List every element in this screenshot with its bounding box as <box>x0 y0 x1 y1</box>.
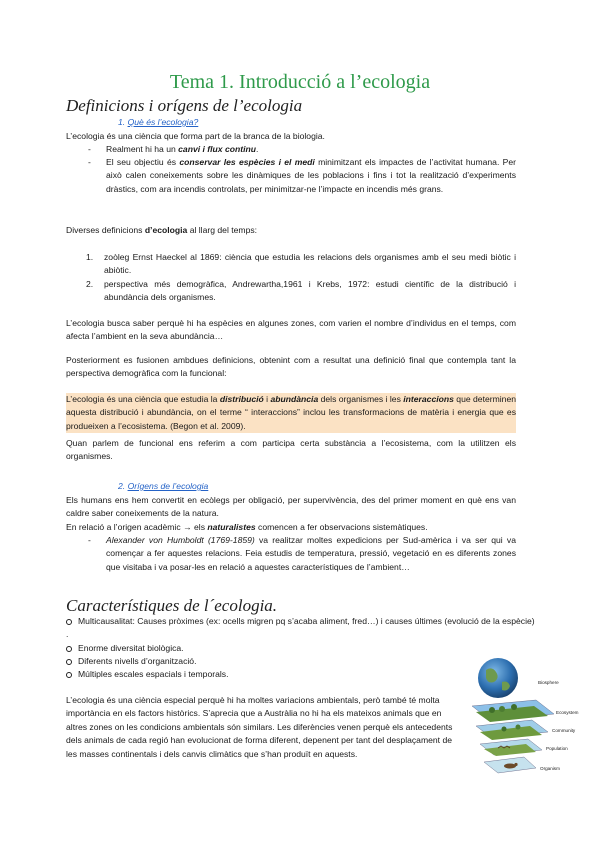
bullet-icon <box>66 672 72 678</box>
bullet-item <box>66 642 536 655</box>
dash-marker: - <box>88 144 91 154</box>
paragraph-definicions-intro: Diverses definicions d’ecologia al llarg del temps: <box>66 225 258 235</box>
list-number: 1. <box>86 252 94 262</box>
globe-icon <box>478 658 518 698</box>
paragraph-intro: L’ecologia és una ciència que forma part de la branca de la biologia. <box>66 131 325 141</box>
community-panel-icon <box>476 720 548 740</box>
subheading-link[interactable]: Orígens de l’ecologia <box>127 481 209 491</box>
paragraph-special: L’ecologia és una ciència especial perquè hi ha moltes variacions ambientals, però també té molta importància en els factors històrics. S’aprecia que a Austràlia no hi ha els mateixos animals que en altres zones on les condicions ambientals són similars. Les diferències venen perquè els antecedents dels animals de cada regió han evolucionat de forma diferent, depenent per tant del desplaçament de les masses continentals i dels canvis climàtics que s’han produït en aquests. <box>66 695 453 759</box>
figure-label: Community <box>552 728 576 733</box>
paragraph-humans: Els humans ens hem convertit en ecòlegs per obligació, per supervivència, des del primer moment en què ens van caldre saber coneixements de la natura. <box>66 495 516 519</box>
list-item <box>86 278 516 305</box>
bullet-icon <box>66 646 72 652</box>
list-item-text: El seu objectiu és conservar les espècies i el medi minimitzant els impactes de l’activitat humana. Per això calen coneixements sobre les dinàmiques de les poblacions i fins i tot la realització d’experiments dràstics, com ara incendis controlats, per minimitzar-ne l’impacte en incendis més grans. <box>106 157 516 194</box>
organism-panel-icon <box>484 757 536 773</box>
subheading-link[interactable]: Què és l’ecologia? <box>127 117 199 127</box>
subheading-que-es[interactable] <box>118 117 198 127</box>
population-panel-icon <box>480 739 542 756</box>
paragraph-busca: L’ecologia busca saber perquè hi ha espècies en algunes zones, com varien el nombre d’individus en el temps, com afecta l’ambient en la seva abundància… <box>66 318 516 342</box>
paragraph-fusionen: Posteriorment es fusionen ambdues definicions, obtenint com a resultat una definició final que contempla tant la perspectiva demogràfica com la funcional: <box>66 355 516 379</box>
page-title: Tema 1. Introducció a l’ecologia <box>169 71 431 93</box>
list-item <box>88 534 516 574</box>
figure-label: Biosphere <box>538 680 559 685</box>
bullet-text: Múltiples escales espacials i temporals. <box>78 669 229 679</box>
bullet-text: Multicausalitat: Causes pròximes (ex: ocells migren pq s’acaba aliment, fred…) i causes últimes (evolució de la espècie) . <box>66 616 535 640</box>
bullet-text: Enorme diversitat biològica. <box>78 643 184 653</box>
bullet-icon <box>66 619 72 625</box>
list-item-text: Realment hi ha un canvi i flux continu. <box>106 144 259 154</box>
paragraph-funcional: Quan parlem de funcional ens referim a com participa certa substància a l’ecosistema, com la utilitzen els organismes. <box>66 438 516 462</box>
list-item <box>88 143 516 156</box>
figure-label: Organism <box>540 766 560 771</box>
section-heading-caracteristiques: Característiques de l´ecologia. <box>66 596 278 615</box>
list-item-text: Alexander von Humboldt (1769-1859) va realitzar moltes expedicions per Sud-amèrica i va ser qui va començar a fer aquestes relacions. Feia estudis de temperatura, pressió, vegetació en es diferents zones que visitaba i va posar-les en relació a aquestes característiques de l’ambient… <box>106 535 516 572</box>
dash-marker: - <box>88 157 91 167</box>
dash-marker: - <box>88 535 91 545</box>
list-number: 2. <box>86 279 94 289</box>
paragraph-origen: En relació a l’origen acadèmic → els naturalistes comencen a fer observacions sistemàtiques. <box>66 522 428 532</box>
bullet-icon <box>66 659 72 665</box>
highlighted-definition: L’ecologia és una ciència que estudia la distribució i abundància dels organismes i les interaccions que determinen aquesta distribució i abundància, on el terme “ interaccions” inclou les transformacions de matèria i energia que es produeixen a l’ecosistema. (Begon et al. 2009). <box>66 393 516 433</box>
list-item <box>86 251 516 278</box>
list-item <box>88 156 516 196</box>
subheading-number: 2. <box>118 481 126 491</box>
list-item-text: zoòleg Ernst Haeckel al 1869: ciència que estudia les relacions dels organismes amb el seu medi biòtic i abiòtic. <box>104 252 516 276</box>
bullet-item <box>66 615 536 642</box>
bullet-text: Diferents nivells d’organització. <box>78 656 197 666</box>
subheading-number: 1. <box>118 117 126 127</box>
list-item-text: perspectiva més demogràfica, Andrewartha,1961 i Krebs, 1972: estudi científic de la distribució i abundància dels organismes. <box>104 279 516 303</box>
figure-label: Ecosystem <box>556 710 579 715</box>
section-heading-definicions: Definicions i orígens de l’ecologia <box>66 96 303 115</box>
figure-label: Population <box>546 746 568 751</box>
ecology-levels-figure <box>462 656 590 786</box>
subheading-origens[interactable] <box>118 481 208 491</box>
ecosystem-panel-icon <box>472 700 554 722</box>
